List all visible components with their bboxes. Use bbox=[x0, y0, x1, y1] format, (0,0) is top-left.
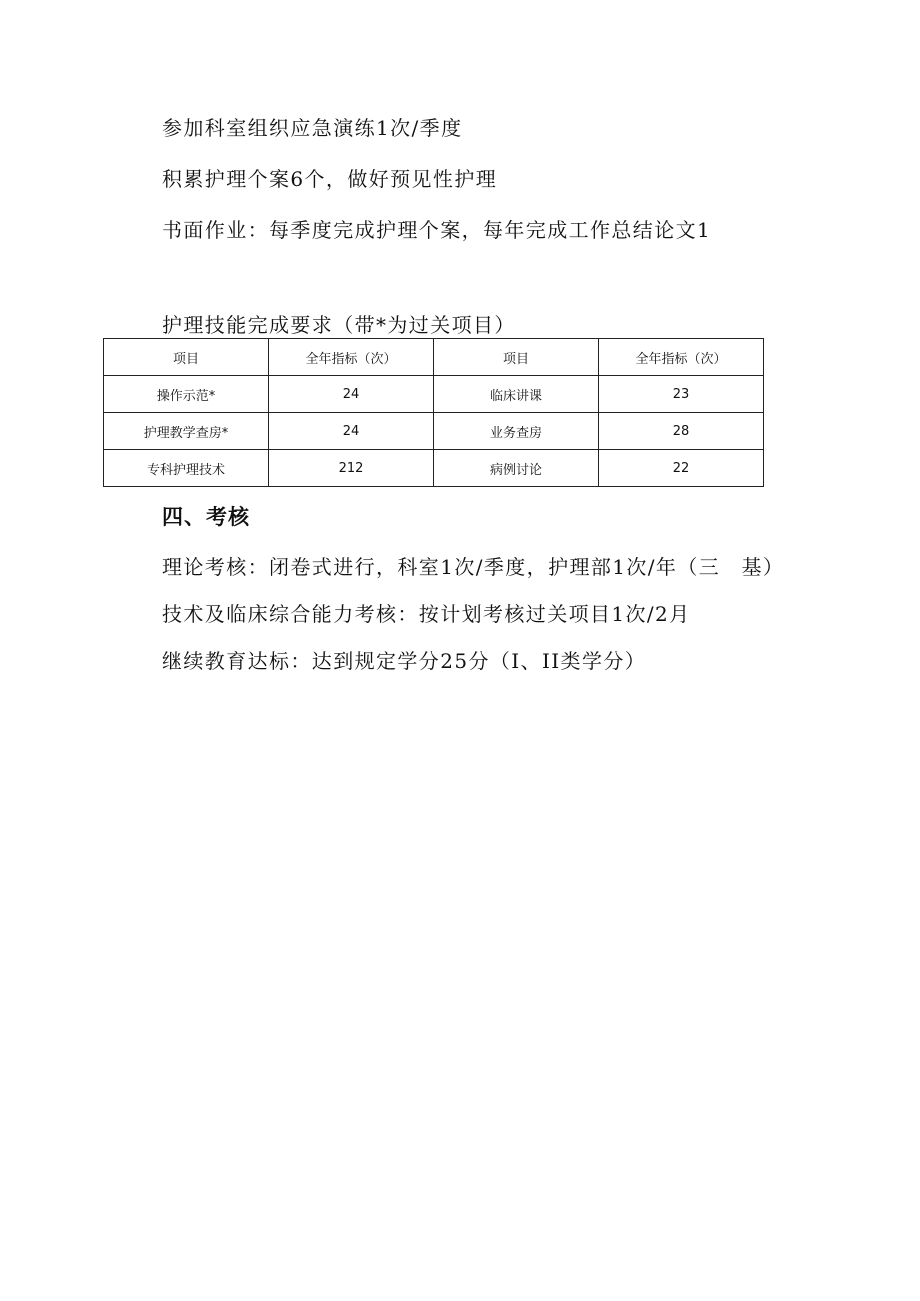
paragraph-emergency-drill: 参加科室组织应急演练1次/季度 bbox=[162, 116, 463, 140]
paragraph-written-assignments: 书面作业：每季度完成护理个案，每年完成工作总结论文1 bbox=[162, 218, 712, 242]
table-header-cell: 全年指标（次） bbox=[599, 339, 764, 376]
table-cell: 22 bbox=[599, 450, 764, 487]
table-cell: 病例讨论 bbox=[434, 450, 599, 487]
section-heading: 四、考核 bbox=[162, 505, 250, 529]
skills-requirement-table bbox=[103, 338, 764, 487]
table-row bbox=[104, 413, 764, 450]
table-cell: 专科护理技术 bbox=[104, 450, 269, 487]
table-header-row bbox=[104, 339, 764, 376]
table-header-cell: 全年指标（次） bbox=[269, 339, 434, 376]
table-row bbox=[104, 450, 764, 487]
table-header-cell: 项目 bbox=[434, 339, 599, 376]
table-cell: 212 bbox=[269, 450, 434, 487]
table-cell: 护理教学查房* bbox=[104, 413, 269, 450]
table-cell: 24 bbox=[269, 376, 434, 413]
paragraph-continuing-education: 继续教育达标：达到规定学分25分（I、II类学分） bbox=[162, 649, 647, 673]
table-cell: 操作示范* bbox=[104, 376, 269, 413]
table-cell: 24 bbox=[269, 413, 434, 450]
table-cell: 23 bbox=[599, 376, 764, 413]
paragraph-nursing-cases: 积累护理个案6个，做好预见性护理 bbox=[162, 167, 498, 191]
table-row bbox=[104, 376, 764, 413]
table-cell: 业务查房 bbox=[434, 413, 599, 450]
paragraph-theory-exam: 理论考核：闭卷式进行，科室1次/季度，护理部1次/年（三 基） bbox=[162, 555, 785, 579]
table-cell: 临床讲课 bbox=[434, 376, 599, 413]
table-header-cell: 项目 bbox=[104, 339, 269, 376]
paragraph-skills-exam: 技术及临床综合能力考核：按计划考核过关项目1次/2月 bbox=[162, 602, 691, 626]
table-caption: 护理技能完成要求（带*为过关项目） bbox=[162, 313, 516, 337]
table-cell: 28 bbox=[599, 413, 764, 450]
